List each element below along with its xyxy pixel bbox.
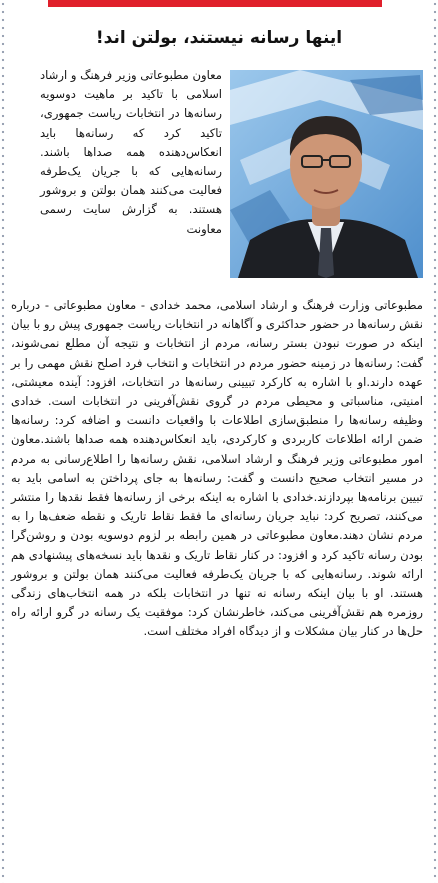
portrait-photo: [230, 70, 423, 278]
article-body-text: مطبوعاتی وزارت فرهنگ و ارشاد اسلامی، محمد خدادی - معاون مطبوعاتی - درباره نقش رسانه‌ها در حضور حداکثری و آگاهانه در انتخابات ریاست جمهوری پیش رو با بیان اینکه در صورت نبودن بستر رسانه، مردم از انتخابات و نتیجه آن مطلع نمی‌شوند، گفت: رسانه‌ها در زمینه حضور مردم در انتخابات و انتخاب فرد اصلح نقش مهمی را بر عهده دارند.او با اشاره به کارکرد تبیینی رسانه‌ها در انتخابات، افزود: آینده معیشتی، امنیتی، مناسباتی و محیطی مردم در گروی نقش‌آفرینی در انتخابات است. خدادی وظیفه رسانه‌ها را منطبق‌سازی اطلاعات با واقعیات دانست و اضافه کرد: رسانه‌ها ضمن ارائه اطلاعات کاربردی و کارکردی، باید انعکاس‌دهنده همه صداها باشند.معاون امور مطبوعاتی وزیر فرهنگ و ارشاد اسلامی، نقش رسانه‌ها را اطلاع‌رسانی به مردم در مسیر انتخاب صحیح دانست و گفت: رسانه‌ها به جای پرداختن به اسامی باید به تبیین برنامه‌ها بپردازند.خدادی با اشاره به اینکه برخی از رسانه‌ها فقط نقدها را منتشر می‌کنند، تصریح کرد: نباید جریان رسانه‌ای ما فقط نقاط تاریک و نقطه ضعف‌ها را به مردم نشان دهند.معاون مطبوعاتی در همین رابطه بر لزوم دوسویه بودن و روشن‌گرا بودن رسانه تاکید کرد و افزود: در کنار نقاط تاریک و نقدها باید نسخه‌های پیشنهادی هم ارائه شوند. رسانه‌هایی که با جریان یک‌طرفه فعالیت می‌کنند همان بولتن و بروشور هستند. او با بیان اینکه رسانه نه تنها در انتخابات بلکه در همه انتخاب‌های زندگی روزمره هم نقش‌آفرینی می‌کند، خاطرنشان کرد: موفقیت یک رسانه در گرو ارائه راه حل‌ها در کنار بیان مشکلات و از دیدگاه افراد مختلف است.: [11, 298, 423, 639]
top-accent-bar: [48, 0, 382, 7]
article-intro-column: [40, 66, 222, 239]
dotted-border-left: [0, 0, 6, 883]
article-headline: اینها رسانه نیستند، بولتن اند!: [95, 28, 343, 48]
dotted-border-right: [432, 0, 438, 883]
article-intro-text: معاون مطبوعاتی وزیر فرهنگ و ارشاد اسلامی با تاکید بر ماهیت دوسویه رسانه‌ها در انتخابات ریاست جمهوری، تاکید کرد که رسانه‌ها باید انعکاس‌دهنده همه صداها باشند. رسانه‌هایی که با جریان یک‌طرفه فعالیت می‌کنند همان بولتن و بروشور هستند. به گزارش سایت رسمی معاونت: [39, 68, 222, 236]
article-body-column: [11, 296, 423, 642]
